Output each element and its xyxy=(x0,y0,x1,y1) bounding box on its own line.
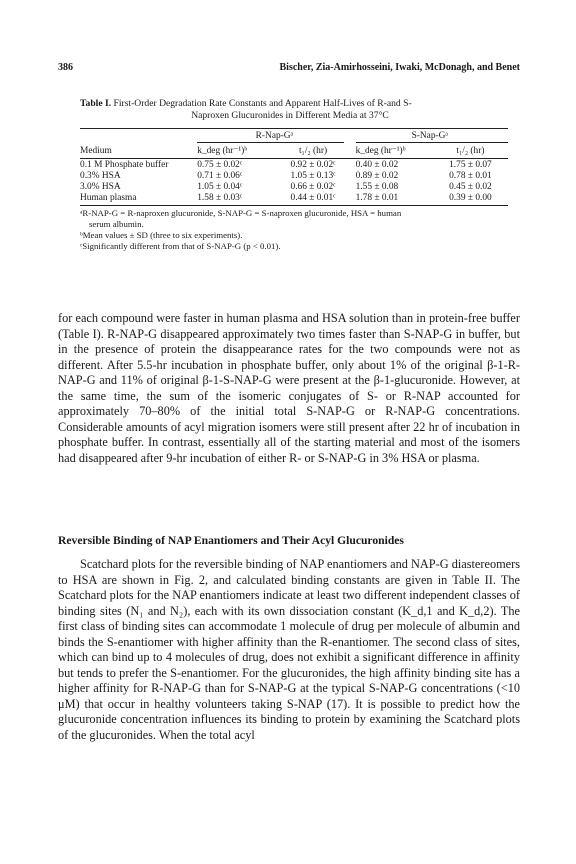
table-row xyxy=(80,181,508,192)
author-list: Bischer, Zia-Amirhosseini, Iwaki, McDonagh, and Benet xyxy=(279,62,520,73)
table-label: Table I. xyxy=(80,98,112,109)
cell-r-t12: 0.66 ± 0.02ᶜ xyxy=(290,181,336,192)
table-group-header xyxy=(80,129,508,142)
table-row xyxy=(80,170,508,181)
caption-line-1: First-Order Degradation Rate Constants and Apparent Half-Lives of R-and S- xyxy=(113,98,412,109)
group-s-nap-g: S-Nap-Gᵃ xyxy=(411,130,448,141)
cell-s-t12: 0.78 ± 0.01 xyxy=(449,170,492,181)
table-caption xyxy=(80,98,500,122)
caption-line-2: Naproxen Glucuronides in Different Media at 37°C xyxy=(191,110,389,121)
cell-r-t12: 0.44 ± 0.01ᶜ xyxy=(290,192,336,203)
footnote-a: ᵃR-NAP-G = R-naproxen glucuronide, S-NAP-G = S-naproxen glucuronide, HSA = human xyxy=(80,208,402,218)
header-t12-s: t₁/₂ (hr) xyxy=(456,145,485,156)
cell-medium: 0.1 M Phosphate buffer xyxy=(80,159,169,170)
header-medium: Medium xyxy=(80,145,112,156)
table-bottom-rule xyxy=(80,205,508,206)
footnote-a-continued: serum albumin. xyxy=(89,219,144,229)
cell-r-kdeg: 0.71 ± 0.06ᶜ xyxy=(197,170,243,181)
footnote-b: ᵇMean values ± SD (three to six experiments). xyxy=(80,230,243,240)
table-row xyxy=(80,192,508,203)
body-paragraph-2: Scatchard plots for the reversible binding of NAP enantiomers and NAP-G diastereomers to HSA are shown in Fig. 2, and calculated binding constants are given in Table II. The Scatchard plots for the NAP enantiomers indicate at least two different independent classes of binding sites (N₁ and N₂), each with its own dissociation constant (K_d,1 and K_d,2). The first class of binding sites can accommodate 1 molecule of drug per molecule of albumin and binds the S-enantiomer with higher affinity than the R-enantiomer. The second class of sites, which can bind up to 4 molecules of drug, does not exhibit a significant difference in affinity but tends to prefer the S-enantiomer. For the glucuronides, the high affinity binding site has a higher affinity for R-NAP-G than for S-NAP-G at the typical S-NAP-G concentrations (<10 μM) that occur in healthy volunteers taking S-NAP (17). It is possible to predict how the glucuronide concentration influences its binding to protein by examining the Scatchard plots of the glucuronides. When the total acyl xyxy=(58,557,520,743)
footnote-c: ᶜSignificantly different from that of S-NAP-G (p < 0.01). xyxy=(80,241,281,251)
cell-r-kdeg: 1.05 ± 0.04ᶜ xyxy=(197,181,243,192)
cell-r-t12: 1.05 ± 0.13ᶜ xyxy=(290,170,336,181)
header-kdeg-r: k_deg (hr⁻¹)ᵇ xyxy=(197,146,248,156)
cell-s-kdeg: 0.40 ± 0.02 xyxy=(355,159,399,170)
header-kdeg-s: k_deg (hr⁻¹)ᵇ xyxy=(355,146,406,156)
cell-s-kdeg: 1.55 ± 0.08 xyxy=(355,181,399,192)
cell-s-t12: 0.39 ± 0.00 xyxy=(449,192,492,203)
cell-r-kdeg: 1.58 ± 0.03ᶜ xyxy=(197,192,243,203)
table-row xyxy=(80,159,508,170)
body-paragraph-1: for each compound were faster in human plasma and HSA solution than in protein-free buffer (Table I). R-NAP-G disappeared approximately two times faster than S-NAP-G in buffer, but in the presence of protein the disappearance rates for the two compounds were not as different. After 5.5-hr incubation in phosphate buffer, only about 1% of the original β-1-R-NAP-G and 11% of original β-1-S-NAP-G were present at the β-1-glucuronide. However, at the same time, the sum of the isomeric conjugates of S- or R-NAP accounted for approximately 70–80% of the initial total S-NAP-G or R-NAP-G concentrations. Considerable amounts of acyl migration isomers were still present after 22 hr of incubation in phosphate buffer. In contrast, essentially all of the starting material and most of the isomers had disappeared after 9-hr incubation of either R- or S-NAP-G in 3% HSA or plasma. xyxy=(58,311,520,465)
cell-s-kdeg: 1.78 ± 0.01 xyxy=(355,192,399,203)
cell-s-t12: 1.75 ± 0.07 xyxy=(449,159,492,170)
group-r-nap-g: R-Nap-Gᵃ xyxy=(255,130,294,141)
table-footnotes xyxy=(80,208,508,252)
cell-s-t12: 0.45 ± 0.02 xyxy=(449,181,492,192)
table-column-header xyxy=(80,143,508,158)
cell-medium: 3.0% HSA xyxy=(80,181,121,192)
cell-r-t12: 0.92 ± 0.02ᶜ xyxy=(290,159,336,170)
cell-s-kdeg: 0.89 ± 0.02 xyxy=(355,170,399,181)
cell-medium: 0.3% HSA xyxy=(80,170,121,181)
data-table xyxy=(80,128,508,252)
section-heading: Reversible Binding of NAP Enantiomers and Their Acyl Glucuronides xyxy=(58,534,404,547)
cell-medium: Human plasma xyxy=(80,192,137,203)
page-number: 386 xyxy=(58,62,73,73)
running-head xyxy=(58,62,520,73)
header-t12-r: t₁/₂ (hr) xyxy=(298,145,328,156)
cell-r-kdeg: 0.75 ± 0.02ᶜ xyxy=(197,159,243,170)
